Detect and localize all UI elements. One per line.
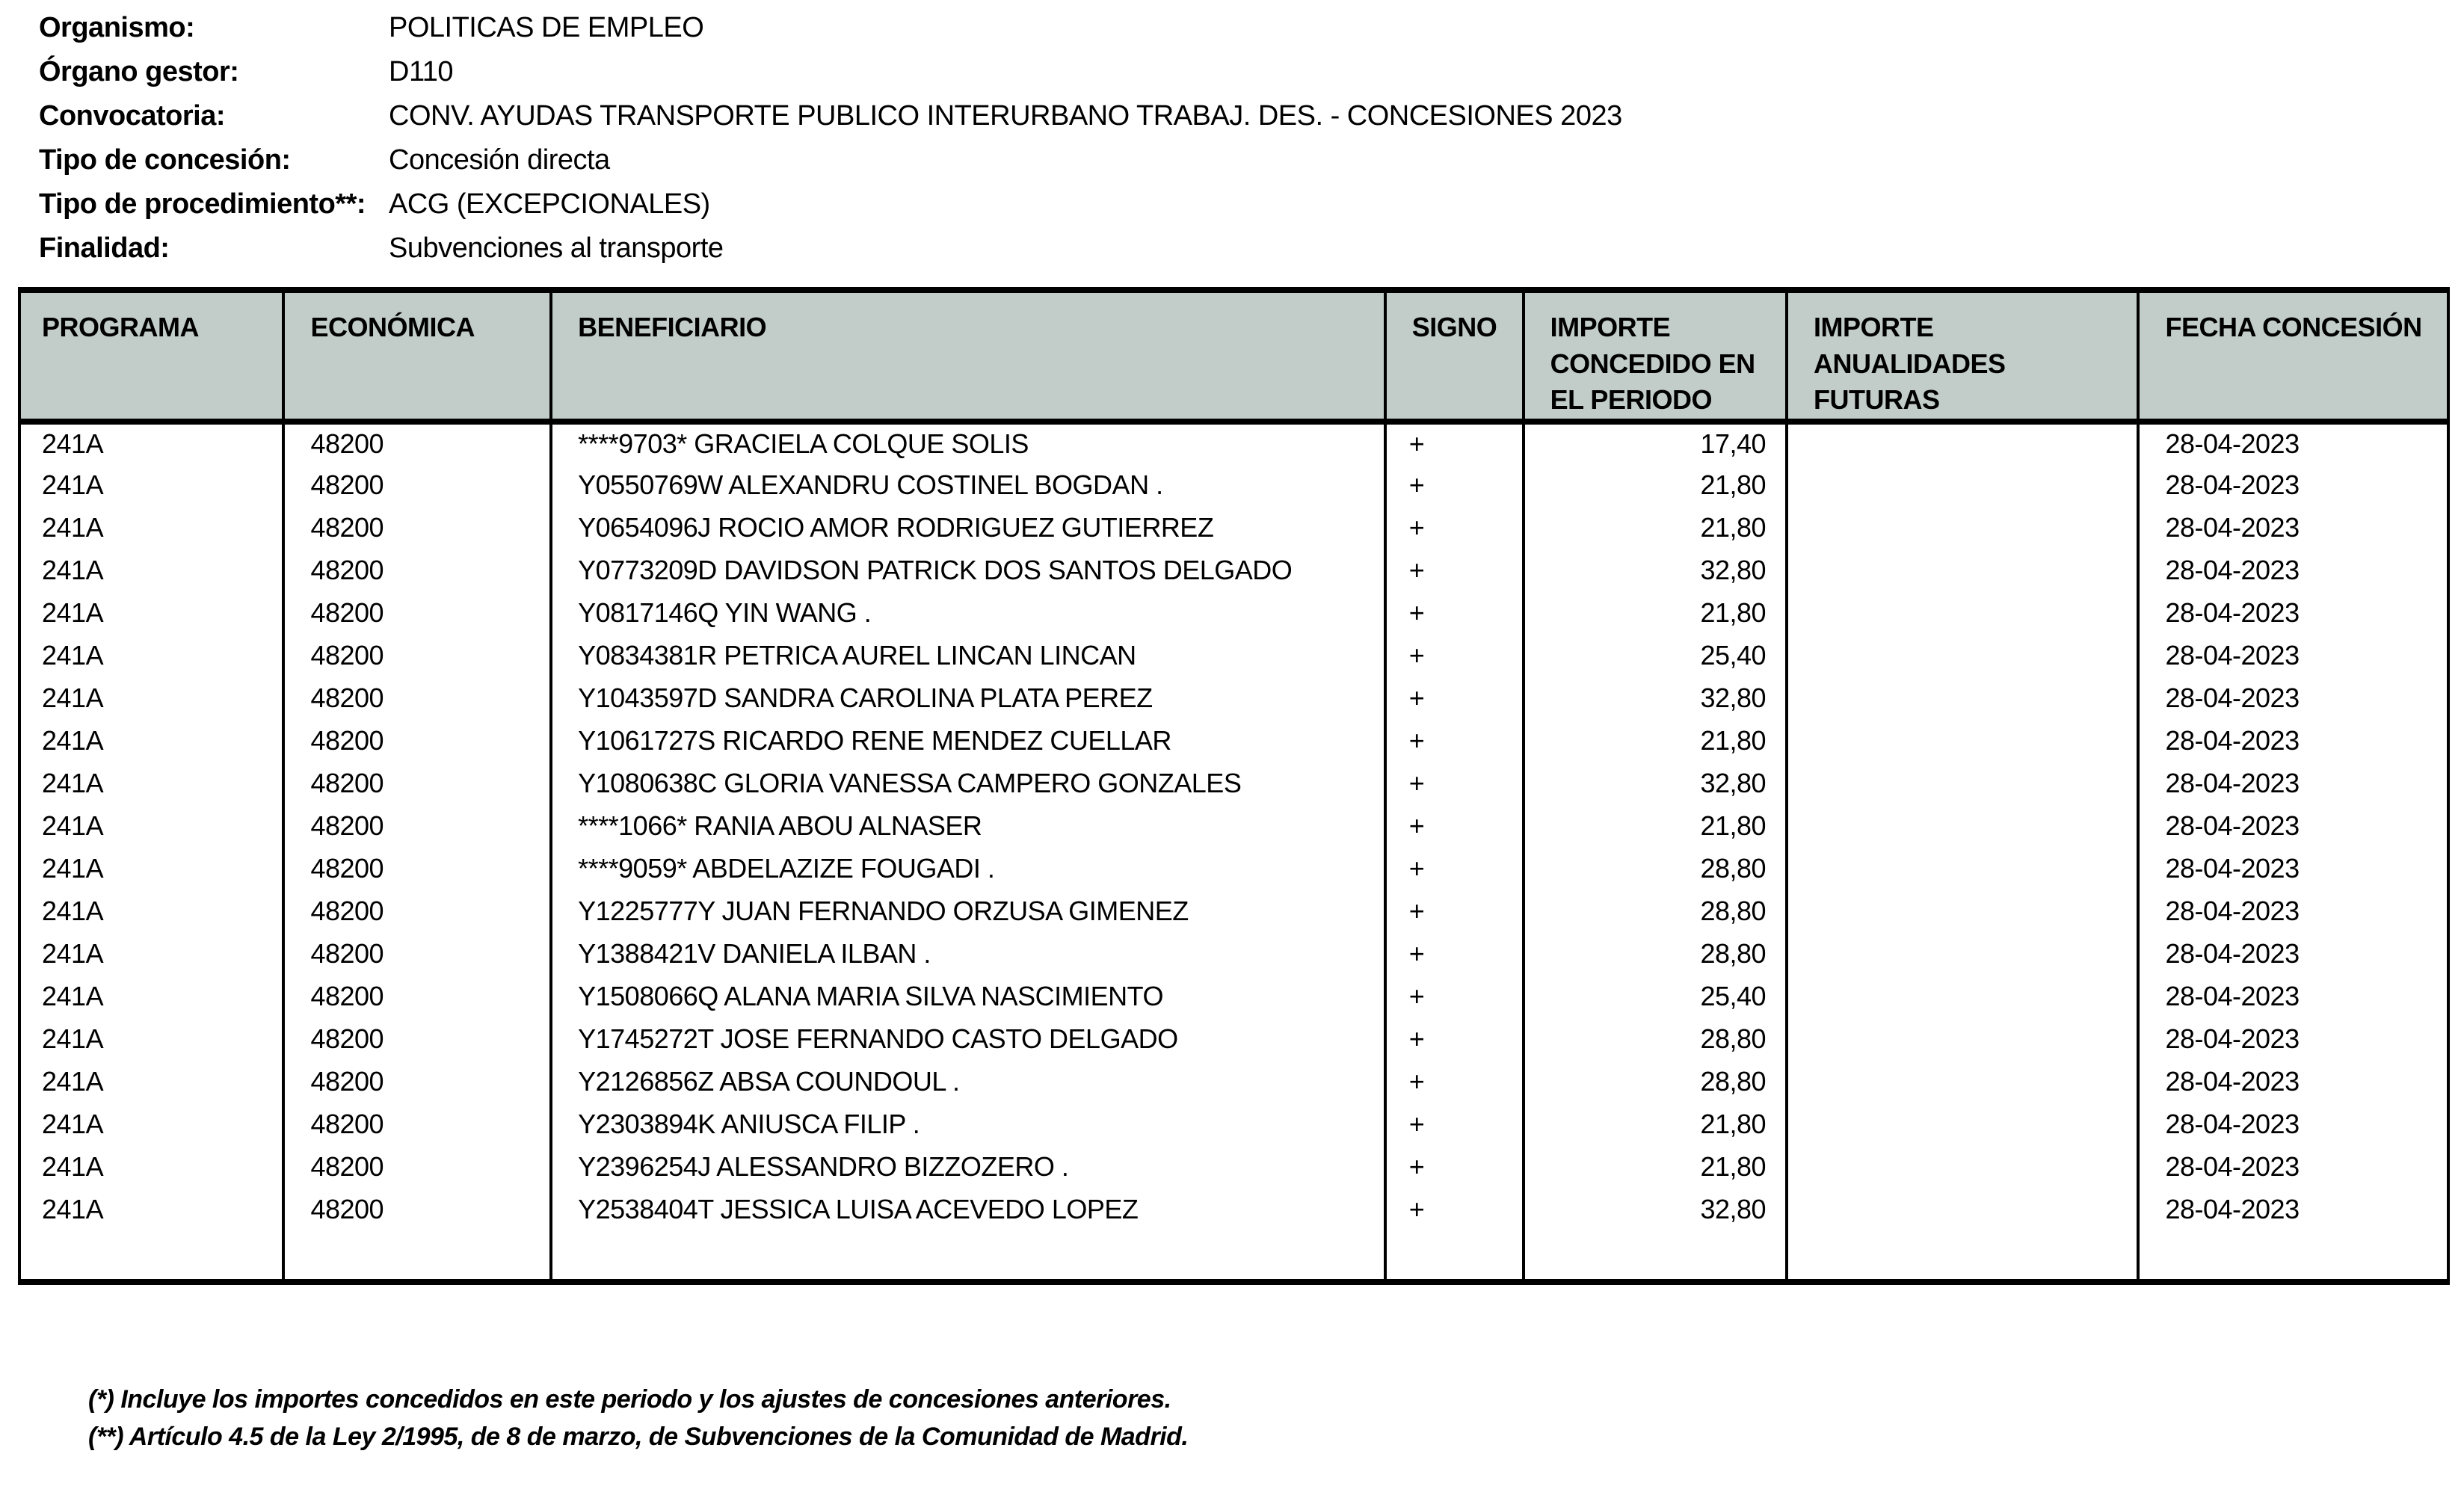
tipo-procedimiento-value: ACG (EXCEPCIONALES) bbox=[389, 188, 710, 220]
column-header-importe-futuras: IMPORTE ANUALIDADES FUTURAS bbox=[1787, 290, 2138, 422]
importe-futuras-cell bbox=[1787, 507, 2138, 549]
importe-periodo-cell: 21,80 bbox=[1524, 1103, 1787, 1146]
fecha-concesion-cell: 28-04-2023 bbox=[2138, 1103, 2448, 1146]
importe-futuras-cell bbox=[1787, 1189, 2138, 1231]
column-header-importe-periodo: IMPORTE CONCEDIDO EN EL PERIODO bbox=[1524, 290, 1787, 422]
importe-futuras-cell bbox=[1787, 848, 2138, 890]
importe-periodo-cell: 21,80 bbox=[1524, 507, 1787, 549]
economica-cell: 48200 bbox=[283, 422, 551, 464]
signo-cell: + bbox=[1385, 677, 1524, 720]
fecha-concesion-cell: 28-04-2023 bbox=[2138, 507, 2448, 549]
economica-cell: 48200 bbox=[283, 976, 551, 1018]
importe-periodo-cell: 21,80 bbox=[1524, 592, 1787, 635]
beneficiario-cell: Y1745272T JOSE FERNANDO CASTO DELGADO bbox=[551, 1018, 1385, 1061]
importe-periodo-cell: 25,40 bbox=[1524, 976, 1787, 1018]
importe-futuras-cell bbox=[1787, 677, 2138, 720]
economica-cell: 48200 bbox=[283, 848, 551, 890]
economica-cell: 48200 bbox=[283, 933, 551, 976]
info-line-organo-gestor bbox=[39, 56, 2464, 100]
importe-periodo-cell: 25,40 bbox=[1524, 635, 1787, 677]
fecha-concesion-cell: 28-04-2023 bbox=[2138, 720, 2448, 762]
importe-periodo-cell: 28,80 bbox=[1524, 890, 1787, 933]
fecha-concesion-cell: 28-04-2023 bbox=[2138, 933, 2448, 976]
column-header-fecha-concesion: FECHA CONCESIÓN bbox=[2138, 290, 2448, 422]
table-row bbox=[19, 805, 2448, 848]
table-row bbox=[19, 848, 2448, 890]
importe-periodo-cell: 32,80 bbox=[1524, 1189, 1787, 1231]
beneficiario-cell: Y2396254J ALESSANDRO BIZZOZERO . bbox=[551, 1146, 1385, 1189]
table-row bbox=[19, 720, 2448, 762]
convocatoria-value: CONV. AYUDAS TRANSPORTE PUBLICO INTERURBANO TRABAJ. DES. - CONCESIONES 2023 bbox=[389, 100, 1622, 132]
table-row bbox=[19, 1061, 2448, 1103]
info-line-tipo-procedimiento bbox=[39, 188, 2464, 232]
beneficiario-cell: Y2126856Z ABSA COUNDOUL . bbox=[551, 1061, 1385, 1103]
table-row bbox=[19, 1189, 2448, 1231]
importe-futuras-cell bbox=[1787, 592, 2138, 635]
fecha-concesion-cell: 28-04-2023 bbox=[2138, 890, 2448, 933]
programa-cell: 241A bbox=[19, 1146, 283, 1189]
fecha-concesion-cell: 28-04-2023 bbox=[2138, 422, 2448, 464]
table-row bbox=[19, 1018, 2448, 1061]
finalidad-label: Finalidad: bbox=[39, 232, 170, 264]
programa-cell: 241A bbox=[19, 976, 283, 1018]
economica-cell: 48200 bbox=[283, 805, 551, 848]
importe-futuras-cell bbox=[1787, 890, 2138, 933]
info-line-finalidad bbox=[39, 232, 2464, 277]
economica-cell: 48200 bbox=[283, 592, 551, 635]
programa-cell: 241A bbox=[19, 464, 283, 507]
importe-periodo-cell: 28,80 bbox=[1524, 1061, 1787, 1103]
beneficiario-cell: Y0773209D DAVIDSON PATRICK DOS SANTOS DELGADO bbox=[551, 549, 1385, 592]
signo-cell: + bbox=[1385, 464, 1524, 507]
economica-cell: 48200 bbox=[283, 1189, 551, 1231]
beneficiario-cell: Y0550769W ALEXANDRU COSTINEL BOGDAN . bbox=[551, 464, 1385, 507]
beneficiario-cell: Y1388421V DANIELA ILBAN . bbox=[551, 933, 1385, 976]
table-row bbox=[19, 1103, 2448, 1146]
table-row bbox=[19, 976, 2448, 1018]
importe-futuras-cell bbox=[1787, 976, 2138, 1018]
beneficiario-cell: Y2538404T JESSICA LUISA ACEVEDO LOPEZ bbox=[551, 1189, 1385, 1231]
table-row bbox=[19, 762, 2448, 805]
signo-cell: + bbox=[1385, 422, 1524, 464]
column-header-programa: PROGRAMA bbox=[19, 290, 283, 422]
importe-periodo-cell: 32,80 bbox=[1524, 677, 1787, 720]
beneficiario-cell: Y0654096J ROCIO AMOR RODRIGUEZ GUTIERREZ bbox=[551, 507, 1385, 549]
programa-cell: 241A bbox=[19, 720, 283, 762]
signo-cell: + bbox=[1385, 890, 1524, 933]
signo-cell: + bbox=[1385, 933, 1524, 976]
importe-futuras-cell bbox=[1787, 1146, 2138, 1189]
signo-cell: + bbox=[1385, 762, 1524, 805]
grants-table-body bbox=[19, 422, 2448, 1282]
programa-cell: 241A bbox=[19, 1018, 283, 1061]
programa-cell: 241A bbox=[19, 1061, 283, 1103]
importe-periodo-cell: 21,80 bbox=[1524, 464, 1787, 507]
table-row bbox=[19, 890, 2448, 933]
footnotes-block bbox=[88, 1385, 2464, 1460]
beneficiario-cell: ****9703* GRACIELA COLQUE SOLIS bbox=[551, 422, 1385, 464]
importe-futuras-cell bbox=[1787, 805, 2138, 848]
column-header-beneficiario: BENEFICIARIO bbox=[551, 290, 1385, 422]
economica-cell: 48200 bbox=[283, 890, 551, 933]
economica-cell: 48200 bbox=[283, 549, 551, 592]
programa-cell: 241A bbox=[19, 890, 283, 933]
signo-cell: + bbox=[1385, 848, 1524, 890]
importe-periodo-cell: 32,80 bbox=[1524, 549, 1787, 592]
importe-periodo-cell: 28,80 bbox=[1524, 848, 1787, 890]
signo-cell: + bbox=[1385, 592, 1524, 635]
fecha-concesion-cell: 28-04-2023 bbox=[2138, 1061, 2448, 1103]
importe-futuras-cell bbox=[1787, 933, 2138, 976]
programa-cell: 241A bbox=[19, 805, 283, 848]
beneficiario-cell: ****9059* ABDELAZIZE FOUGADI . bbox=[551, 848, 1385, 890]
importe-futuras-cell bbox=[1787, 635, 2138, 677]
importe-futuras-cell bbox=[1787, 1061, 2138, 1103]
programa-cell: 241A bbox=[19, 1103, 283, 1146]
importe-futuras-cell bbox=[1787, 1103, 2138, 1146]
beneficiario-cell: Y1061727S RICARDO RENE MENDEZ CUELLAR bbox=[551, 720, 1385, 762]
table-row bbox=[19, 933, 2448, 976]
organo-gestor-value: D110 bbox=[389, 56, 454, 87]
signo-cell: + bbox=[1385, 1103, 1524, 1146]
economica-cell: 48200 bbox=[283, 1103, 551, 1146]
fecha-concesion-cell: 28-04-2023 bbox=[2138, 848, 2448, 890]
importe-futuras-cell bbox=[1787, 762, 2138, 805]
info-line-organismo bbox=[39, 12, 2464, 56]
convocatoria-label: Convocatoria: bbox=[39, 100, 225, 132]
economica-cell: 48200 bbox=[283, 464, 551, 507]
signo-cell: + bbox=[1385, 507, 1524, 549]
programa-cell: 241A bbox=[19, 762, 283, 805]
organismo-label: Organismo: bbox=[39, 12, 195, 43]
programa-cell: 241A bbox=[19, 1189, 283, 1231]
economica-cell: 48200 bbox=[283, 1018, 551, 1061]
importe-periodo-cell: 21,80 bbox=[1524, 720, 1787, 762]
fecha-concesion-cell: 28-04-2023 bbox=[2138, 805, 2448, 848]
finalidad-value: Subvenciones al transporte bbox=[389, 232, 724, 264]
importe-periodo-cell: 21,80 bbox=[1524, 805, 1787, 848]
beneficiario-cell: Y1080638C GLORIA VANESSA CAMPERO GONZALES bbox=[551, 762, 1385, 805]
beneficiario-cell: Y1508066Q ALANA MARIA SILVA NASCIMIENTO bbox=[551, 976, 1385, 1018]
importe-futuras-cell bbox=[1787, 422, 2138, 464]
table-row bbox=[19, 592, 2448, 635]
economica-cell: 48200 bbox=[283, 1061, 551, 1103]
organismo-value: POLITICAS DE EMPLEO bbox=[389, 12, 704, 43]
programa-cell: 241A bbox=[19, 933, 283, 976]
table-row bbox=[19, 507, 2448, 549]
signo-cell: + bbox=[1385, 1189, 1524, 1231]
tipo-concesion-label: Tipo de concesión: bbox=[39, 144, 291, 176]
beneficiario-cell: Y1043597D SANDRA CAROLINA PLATA PEREZ bbox=[551, 677, 1385, 720]
signo-cell: + bbox=[1385, 805, 1524, 848]
economica-cell: 48200 bbox=[283, 507, 551, 549]
fecha-concesion-cell: 28-04-2023 bbox=[2138, 976, 2448, 1018]
fecha-concesion-cell: 28-04-2023 bbox=[2138, 549, 2448, 592]
grants-table-header bbox=[19, 290, 2448, 422]
programa-cell: 241A bbox=[19, 422, 283, 464]
programa-cell: 241A bbox=[19, 507, 283, 549]
signo-cell: + bbox=[1385, 635, 1524, 677]
signo-cell: + bbox=[1385, 1061, 1524, 1103]
importe-periodo-cell: 21,80 bbox=[1524, 1146, 1787, 1189]
beneficiario-cell: Y1225777Y JUAN FERNANDO ORZUSA GIMENEZ bbox=[551, 890, 1385, 933]
fecha-concesion-cell: 28-04-2023 bbox=[2138, 464, 2448, 507]
beneficiario-cell: Y0817146Q YIN WANG . bbox=[551, 592, 1385, 635]
column-header-signo: SIGNO bbox=[1385, 290, 1524, 422]
beneficiario-cell: Y0834381R PETRICA AUREL LINCAN LINCAN bbox=[551, 635, 1385, 677]
signo-cell: + bbox=[1385, 1018, 1524, 1061]
table-row bbox=[19, 677, 2448, 720]
economica-cell: 48200 bbox=[283, 720, 551, 762]
economica-cell: 48200 bbox=[283, 762, 551, 805]
organo-gestor-label: Órgano gestor: bbox=[39, 56, 239, 87]
programa-cell: 241A bbox=[19, 592, 283, 635]
programa-cell: 241A bbox=[19, 677, 283, 720]
signo-cell: + bbox=[1385, 1146, 1524, 1189]
importe-periodo-cell: 32,80 bbox=[1524, 762, 1787, 805]
table-row bbox=[19, 1146, 2448, 1189]
beneficiario-cell: ****1066* RANIA ABOU ALNASER bbox=[551, 805, 1385, 848]
economica-cell: 48200 bbox=[283, 677, 551, 720]
importe-periodo-cell: 28,80 bbox=[1524, 933, 1787, 976]
table-filler-row bbox=[19, 1231, 2448, 1282]
importe-periodo-cell: 28,80 bbox=[1524, 1018, 1787, 1061]
importe-futuras-cell bbox=[1787, 720, 2138, 762]
column-header-economica: ECONÓMICA bbox=[283, 290, 551, 422]
fecha-concesion-cell: 28-04-2023 bbox=[2138, 592, 2448, 635]
fecha-concesion-cell: 28-04-2023 bbox=[2138, 1189, 2448, 1231]
tipo-concesion-value: Concesión directa bbox=[389, 144, 610, 176]
economica-cell: 48200 bbox=[283, 635, 551, 677]
beneficiario-cell: Y2303894K ANIUSCA FILIP . bbox=[551, 1103, 1385, 1146]
fecha-concesion-cell: 28-04-2023 bbox=[2138, 1146, 2448, 1189]
fecha-concesion-cell: 28-04-2023 bbox=[2138, 677, 2448, 720]
footnote-asterisk: (*) Incluye los importes concedidos en este periodo y los ajustes de concesiones anteriores. bbox=[88, 1384, 1171, 1414]
programa-cell: 241A bbox=[19, 549, 283, 592]
table-row bbox=[19, 464, 2448, 507]
table-row bbox=[19, 422, 2448, 464]
signo-cell: + bbox=[1385, 549, 1524, 592]
table-row bbox=[19, 549, 2448, 592]
signo-cell: + bbox=[1385, 976, 1524, 1018]
fecha-concesion-cell: 28-04-2023 bbox=[2138, 635, 2448, 677]
economica-cell: 48200 bbox=[283, 1146, 551, 1189]
importe-futuras-cell bbox=[1787, 549, 2138, 592]
grants-table bbox=[18, 287, 2450, 1285]
info-line-convocatoria bbox=[39, 100, 2464, 144]
fecha-concesion-cell: 28-04-2023 bbox=[2138, 762, 2448, 805]
programa-cell: 241A bbox=[19, 848, 283, 890]
tipo-procedimiento-label: Tipo de procedimiento**: bbox=[39, 188, 366, 220]
grant-info-block bbox=[0, 0, 2464, 277]
fecha-concesion-cell: 28-04-2023 bbox=[2138, 1018, 2448, 1061]
signo-cell: + bbox=[1385, 720, 1524, 762]
table-row bbox=[19, 635, 2448, 677]
importe-periodo-cell: 17,40 bbox=[1524, 422, 1787, 464]
footnote-double-asterisk: (**) Artículo 4.5 de la Ley 2/1995, de 8 de marzo, de Subvenciones de la Comunidad de Madrid. bbox=[88, 1422, 1189, 1451]
info-line-tipo-concesion bbox=[39, 144, 2464, 188]
programa-cell: 241A bbox=[19, 635, 283, 677]
importe-futuras-cell bbox=[1787, 464, 2138, 507]
importe-futuras-cell bbox=[1787, 1018, 2138, 1061]
